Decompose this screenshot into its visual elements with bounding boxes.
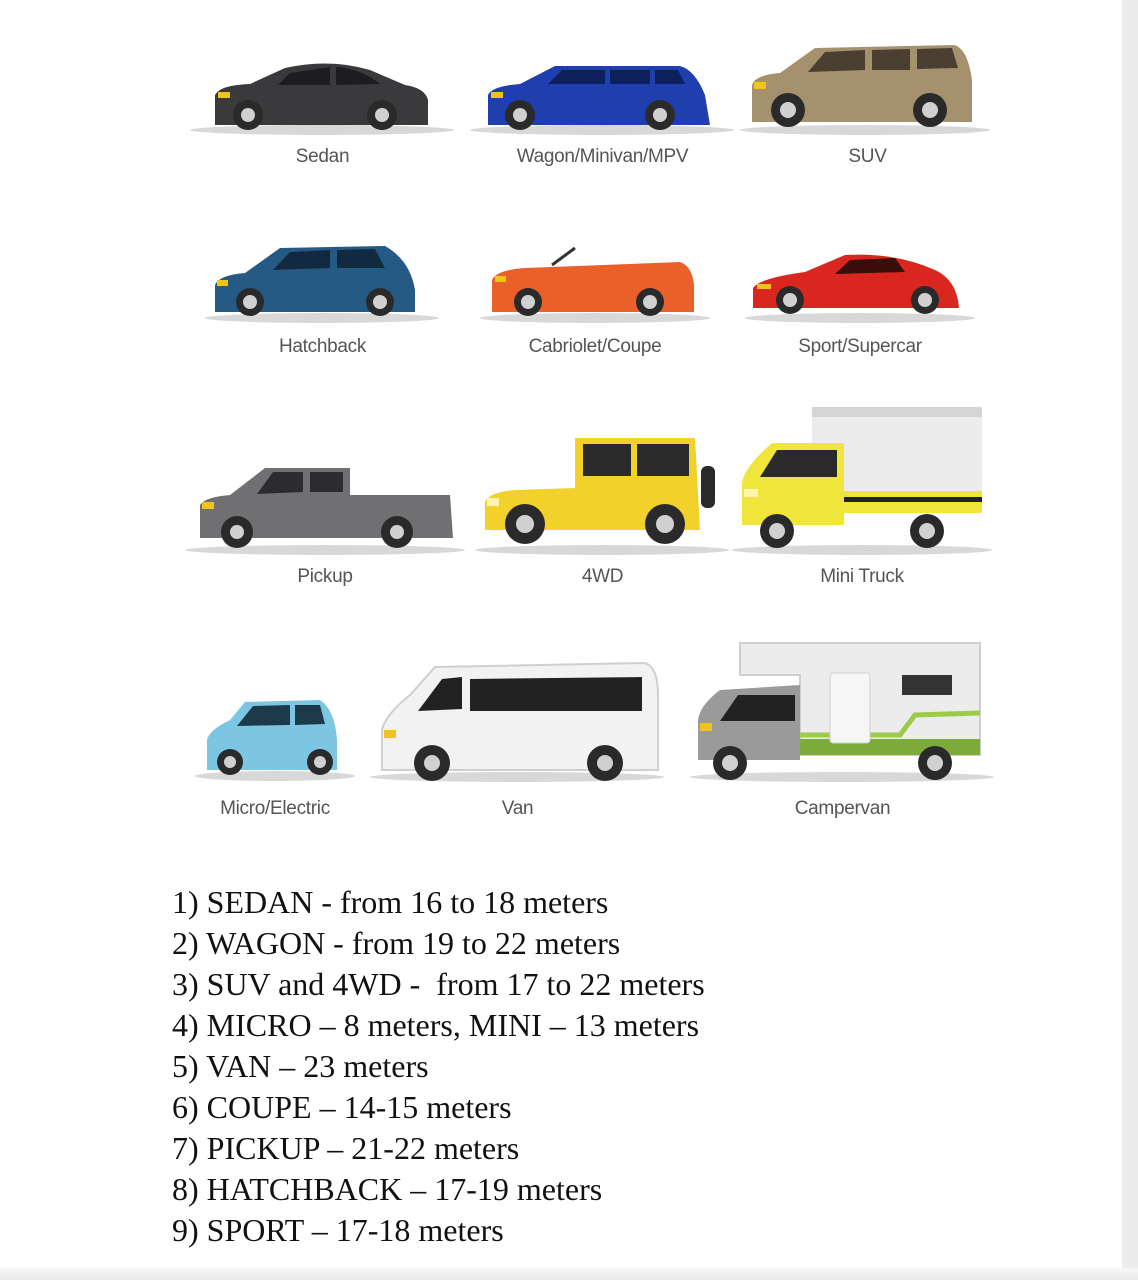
cabriolet-illustration [480, 240, 710, 330]
size-item-sport: 9) SPORT – 17-18 meters [172, 1212, 504, 1248]
vehicle-sport [745, 240, 975, 370]
vehicle-hatchback [205, 240, 440, 370]
vehicle-cabriolet [480, 240, 710, 370]
vehicle-label: 4WD [581, 566, 624, 587]
sport-illustration [745, 240, 975, 330]
size-item-pickup: 7) PICKUP – 21-22 meters [172, 1130, 520, 1166]
micro-illustration [195, 690, 355, 785]
size-list [172, 882, 705, 1251]
vehicle-label: Van [501, 798, 534, 819]
vehicle-label: Sport/Supercar [798, 336, 922, 357]
vehicle-label: Sedan [295, 146, 350, 167]
wagon-illustration [470, 40, 735, 140]
vehicle-pickup [185, 450, 465, 600]
vehicle-van [370, 655, 665, 830]
size-item-micro-mini: 4) MICRO – 8 meters, MINI – 13 meters [172, 1007, 700, 1043]
size-item-coupe: 6) COUPE – 14-15 meters [172, 1089, 512, 1125]
size-item-wagon: 2) WAGON - from 19 to 22 meters [172, 925, 621, 961]
vehicle-label: Micro/Electric [220, 798, 330, 819]
sedan-illustration [190, 40, 455, 140]
vehicle-label: Wagon/Minivan/MPV [516, 146, 689, 167]
size-item-van: 5) VAN – 23 meters [172, 1048, 429, 1084]
vehicle-label: SUV [848, 146, 887, 167]
vehicle-label: Mini Truck [820, 566, 904, 587]
vehicle-label: Hatchback [278, 336, 367, 357]
vehicle-4wd [475, 430, 730, 600]
suv-illustration [740, 40, 995, 140]
van-illustration [370, 655, 665, 785]
hatchback-illustration [205, 240, 440, 330]
right-margin [1122, 0, 1138, 1280]
size-item-suv-4wd: 3) SUV and 4WD - from 17 to 22 meters [172, 966, 705, 1002]
vehicle-micro [195, 690, 355, 830]
size-item-sedan: 1) SEDAN - from 16 to 18 meters [172, 884, 609, 920]
vehicle-mini-truck [732, 405, 992, 600]
4wd-illustration [475, 430, 730, 560]
vehicle-label: Pickup [297, 566, 353, 587]
size-item-hatchback: 8) HATCHBACK – 17-19 meters [172, 1171, 603, 1207]
campervan-illustration [690, 635, 995, 785]
vehicle-campervan [690, 635, 995, 830]
vehicle-wagon [470, 40, 735, 180]
vehicle-sedan [190, 40, 455, 180]
bottom-margin [0, 1268, 1138, 1280]
vehicle-suv [740, 40, 995, 180]
vehicle-label: Cabriolet/Coupe [528, 336, 662, 357]
pickup-illustration [185, 450, 465, 560]
vehicle-label: Campervan [794, 798, 891, 819]
mini-truck-illustration [732, 405, 992, 560]
